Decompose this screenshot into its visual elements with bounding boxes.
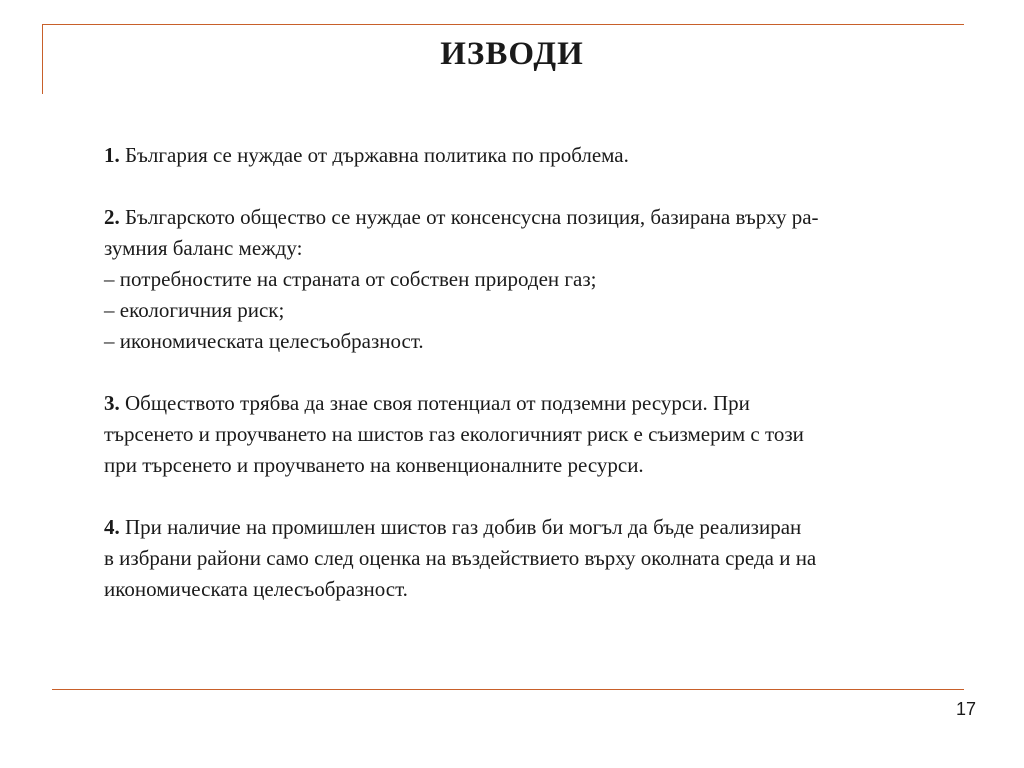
conclusion-line: икономическата целесъобразност. [104, 577, 408, 601]
conclusion-text: Българското общество се нуждае от консенсусна позиция, базирана върху ра- [125, 205, 819, 229]
conclusions-list [104, 140, 964, 636]
conclusion-number: 3. [104, 391, 120, 415]
conclusion-item-3 [104, 388, 964, 481]
top-divider [42, 24, 964, 25]
conclusion-item-1 [104, 140, 964, 171]
page-number: 17 [955, 699, 976, 719]
conclusion-line: в избрани райони само след оценка на въздействието върху околната среда и на [104, 546, 817, 570]
conclusion-text: При наличие на промишлен шистов газ добив би могъл да бъде реализиран [125, 515, 802, 539]
conclusion-number: 1. [104, 143, 120, 167]
conclusion-line: търсенето и проучването на шистов газ екологичният риск е съизмерим с този [104, 422, 804, 446]
conclusion-line: при търсенето и проучването на конвенционалните ресурси. [104, 453, 644, 477]
conclusion-line: зумния баланс между: [104, 236, 303, 260]
conclusion-number: 2. [104, 205, 120, 229]
conclusion-subpoint: – екологичния риск; [104, 298, 285, 322]
slide-title: ИЗВОДИ [440, 36, 584, 72]
conclusion-text: Обществото трябва да знае своя потенциал от подземни ресурси. При [125, 391, 750, 415]
conclusion-item-4 [104, 512, 964, 605]
conclusion-line [104, 202, 964, 233]
conclusion-subpoint: – икономическата целесъобразност. [104, 329, 424, 353]
conclusion-line [104, 512, 964, 543]
conclusion-line [104, 140, 964, 171]
conclusion-line [104, 388, 964, 419]
conclusion-item-2 [104, 202, 964, 357]
conclusion-number: 4. [104, 515, 120, 539]
conclusion-subpoint: – потребностите на страната от собствен природен газ; [104, 267, 597, 291]
conclusion-text: България се нуждае от държавна политика по проблема. [125, 143, 629, 167]
bottom-divider [52, 689, 964, 690]
